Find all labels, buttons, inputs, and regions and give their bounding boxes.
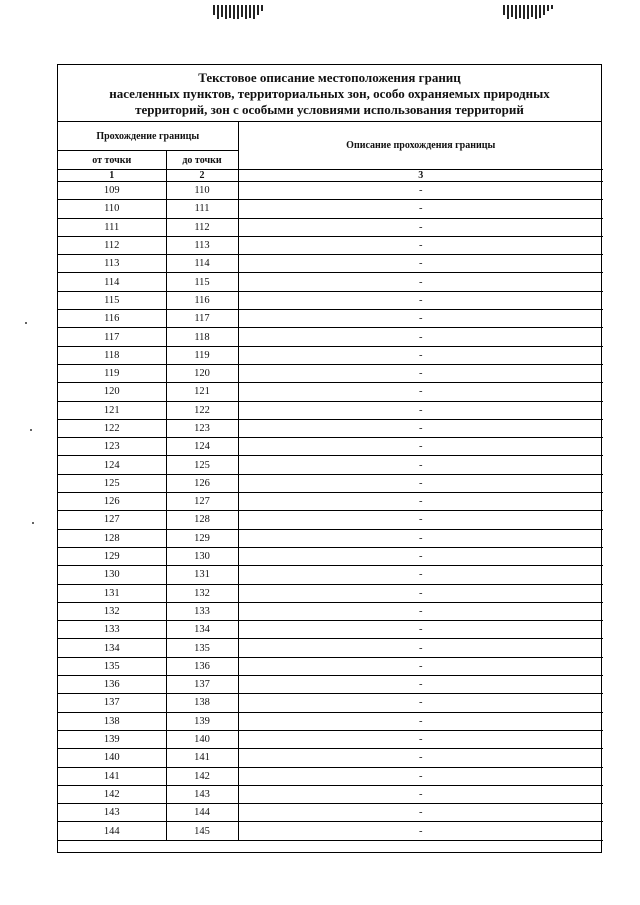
document-title <box>58 65 601 122</box>
to-point-cell: 114 <box>166 255 238 273</box>
description-cell: - <box>238 529 603 547</box>
header-passage: Прохождение границы <box>58 122 238 151</box>
to-point-cell: 117 <box>166 310 238 328</box>
spacer-cell <box>58 840 603 846</box>
boundary-description-document <box>57 64 602 853</box>
table-row <box>58 419 603 437</box>
from-point-cell: 111 <box>58 218 166 236</box>
to-point-cell: 127 <box>166 493 238 511</box>
table-row <box>58 291 603 309</box>
to-point-cell: 141 <box>166 749 238 767</box>
from-point-cell: 114 <box>58 273 166 291</box>
from-point-cell: 135 <box>58 657 166 675</box>
table-row <box>58 676 603 694</box>
from-point-cell: 118 <box>58 346 166 364</box>
table-bottom-spacer <box>58 840 603 846</box>
table-row <box>58 767 603 785</box>
to-point-cell: 133 <box>166 602 238 620</box>
table-row <box>58 273 603 291</box>
scan-speck <box>25 322 27 324</box>
description-cell: - <box>238 182 603 200</box>
table-row <box>58 712 603 730</box>
header-description: Описание прохождения границы <box>238 122 603 170</box>
column-number: 2 <box>166 170 238 182</box>
table-row <box>58 657 603 675</box>
to-point-cell: 123 <box>166 419 238 437</box>
from-point-cell: 117 <box>58 328 166 346</box>
from-point-cell: 121 <box>58 401 166 419</box>
description-cell: - <box>238 804 603 822</box>
description-cell: - <box>238 236 603 254</box>
from-point-cell: 139 <box>58 730 166 748</box>
to-point-cell: 136 <box>166 657 238 675</box>
table-row <box>58 438 603 456</box>
from-point-cell: 141 <box>58 767 166 785</box>
title-line-3: территорий, зон с особыми условиями использования территорий <box>135 102 524 117</box>
table-row <box>58 493 603 511</box>
from-point-cell: 116 <box>58 310 166 328</box>
from-point-cell: 124 <box>58 456 166 474</box>
from-point-cell: 123 <box>58 438 166 456</box>
to-point-cell: 145 <box>166 822 238 840</box>
from-point-cell: 128 <box>58 529 166 547</box>
table-row <box>58 621 603 639</box>
table-row <box>58 602 603 620</box>
description-cell: - <box>238 511 603 529</box>
from-point-cell: 113 <box>58 255 166 273</box>
description-cell: - <box>238 383 603 401</box>
description-cell: - <box>238 218 603 236</box>
to-point-cell: 129 <box>166 529 238 547</box>
table-row <box>58 566 603 584</box>
description-cell: - <box>238 712 603 730</box>
table-row <box>58 346 603 364</box>
header-to-point: до точки <box>166 151 238 170</box>
table-row <box>58 730 603 748</box>
description-cell: - <box>238 639 603 657</box>
from-point-cell: 137 <box>58 694 166 712</box>
table-row <box>58 255 603 273</box>
to-point-cell: 128 <box>166 511 238 529</box>
to-point-cell: 116 <box>166 291 238 309</box>
from-point-cell: 112 <box>58 236 166 254</box>
title-line-1: Текстовое описание местоположения границ <box>198 70 461 85</box>
description-cell: - <box>238 200 603 218</box>
table-row <box>58 401 603 419</box>
description-cell: - <box>238 621 603 639</box>
to-point-cell: 115 <box>166 273 238 291</box>
from-point-cell: 127 <box>58 511 166 529</box>
description-cell: - <box>238 401 603 419</box>
description-cell: - <box>238 364 603 382</box>
from-point-cell: 133 <box>58 621 166 639</box>
table-row <box>58 310 603 328</box>
table-row <box>58 364 603 382</box>
to-point-cell: 118 <box>166 328 238 346</box>
to-point-cell: 125 <box>166 456 238 474</box>
to-point-cell: 132 <box>166 584 238 602</box>
to-point-cell: 134 <box>166 621 238 639</box>
to-point-cell: 111 <box>166 200 238 218</box>
description-cell: - <box>238 419 603 437</box>
table-row <box>58 236 603 254</box>
description-cell: - <box>238 493 603 511</box>
to-point-cell: 142 <box>166 767 238 785</box>
from-point-cell: 115 <box>58 291 166 309</box>
from-point-cell: 120 <box>58 383 166 401</box>
description-cell: - <box>238 767 603 785</box>
table-row <box>58 749 603 767</box>
from-point-cell: 110 <box>58 200 166 218</box>
from-point-cell: 122 <box>58 419 166 437</box>
to-point-cell: 112 <box>166 218 238 236</box>
description-cell: - <box>238 346 603 364</box>
table-row <box>58 182 603 200</box>
table-row <box>58 584 603 602</box>
description-cell: - <box>238 547 603 565</box>
description-cell: - <box>238 676 603 694</box>
from-point-cell: 138 <box>58 712 166 730</box>
to-point-cell: 137 <box>166 676 238 694</box>
boundary-table <box>58 122 603 846</box>
to-point-cell: 119 <box>166 346 238 364</box>
description-cell: - <box>238 566 603 584</box>
to-point-cell: 143 <box>166 785 238 803</box>
table-row <box>58 383 603 401</box>
description-cell: - <box>238 255 603 273</box>
to-point-cell: 139 <box>166 712 238 730</box>
description-cell: - <box>238 730 603 748</box>
to-point-cell: 122 <box>166 401 238 419</box>
from-point-cell: 136 <box>58 676 166 694</box>
description-cell: - <box>238 822 603 840</box>
to-point-cell: 126 <box>166 474 238 492</box>
description-cell: - <box>238 328 603 346</box>
table-row <box>58 218 603 236</box>
column-number: 3 <box>238 170 603 182</box>
from-point-cell: 132 <box>58 602 166 620</box>
from-point-cell: 130 <box>58 566 166 584</box>
scan-speck <box>32 522 34 524</box>
table-row <box>58 785 603 803</box>
description-cell: - <box>238 584 603 602</box>
table-row <box>58 639 603 657</box>
from-point-cell: 125 <box>58 474 166 492</box>
scan-barcode-mark-right <box>503 5 555 19</box>
description-cell: - <box>238 273 603 291</box>
description-cell: - <box>238 438 603 456</box>
to-point-cell: 135 <box>166 639 238 657</box>
description-cell: - <box>238 474 603 492</box>
from-point-cell: 142 <box>58 785 166 803</box>
column-number: 1 <box>58 170 166 182</box>
from-point-cell: 109 <box>58 182 166 200</box>
table-row <box>58 200 603 218</box>
from-point-cell: 140 <box>58 749 166 767</box>
table-row <box>58 474 603 492</box>
from-point-cell: 129 <box>58 547 166 565</box>
description-cell: - <box>238 310 603 328</box>
description-cell: - <box>238 602 603 620</box>
table-row <box>58 822 603 840</box>
description-cell: - <box>238 456 603 474</box>
table-row <box>58 511 603 529</box>
scan-barcode-mark-left <box>213 5 265 19</box>
from-point-cell: 119 <box>58 364 166 382</box>
to-point-cell: 131 <box>166 566 238 584</box>
table-row <box>58 529 603 547</box>
from-point-cell: 143 <box>58 804 166 822</box>
table-row <box>58 328 603 346</box>
header-from-point: от точки <box>58 151 166 170</box>
table-row <box>58 694 603 712</box>
description-cell: - <box>238 749 603 767</box>
to-point-cell: 144 <box>166 804 238 822</box>
description-cell: - <box>238 785 603 803</box>
from-point-cell: 131 <box>58 584 166 602</box>
title-line-2: населенных пунктов, территориальных зон, особо охраняемых природных <box>109 86 550 101</box>
to-point-cell: 121 <box>166 383 238 401</box>
table-row <box>58 547 603 565</box>
description-cell: - <box>238 291 603 309</box>
from-point-cell: 134 <box>58 639 166 657</box>
from-point-cell: 126 <box>58 493 166 511</box>
table-row <box>58 804 603 822</box>
scan-speck <box>30 429 32 431</box>
to-point-cell: 110 <box>166 182 238 200</box>
to-point-cell: 140 <box>166 730 238 748</box>
from-point-cell: 144 <box>58 822 166 840</box>
description-cell: - <box>238 694 603 712</box>
description-cell: - <box>238 657 603 675</box>
table-row <box>58 456 603 474</box>
to-point-cell: 120 <box>166 364 238 382</box>
to-point-cell: 138 <box>166 694 238 712</box>
to-point-cell: 124 <box>166 438 238 456</box>
to-point-cell: 113 <box>166 236 238 254</box>
to-point-cell: 130 <box>166 547 238 565</box>
